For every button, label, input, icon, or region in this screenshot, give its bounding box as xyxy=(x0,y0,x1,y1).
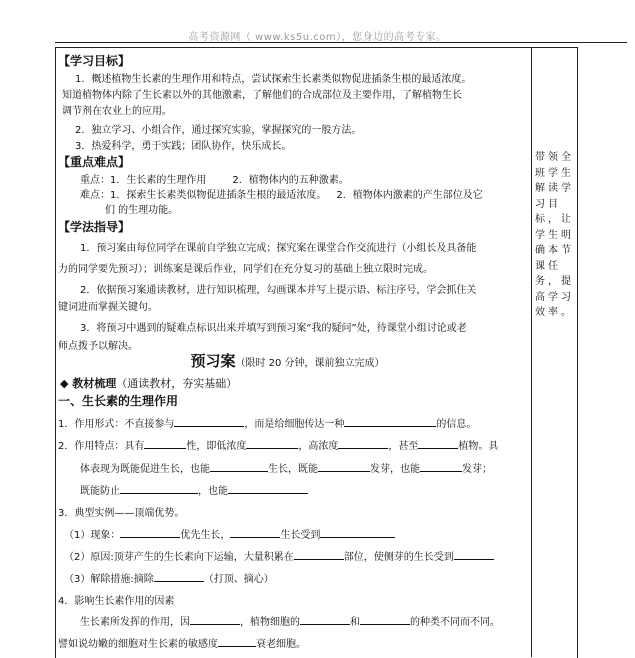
q-text: 生长受到 xyxy=(280,530,321,541)
q-text: 优先生长， xyxy=(180,530,231,541)
q-text: 2．作用特点：具有 xyxy=(58,441,145,452)
method-line: 师点拨予以解决。 xyxy=(58,341,138,352)
answer-blank[interactable] xyxy=(300,613,350,625)
q-text: 发芽，也能 xyxy=(370,464,420,475)
q-text: 部位，使侧芽的生长受到 xyxy=(343,552,454,563)
goal-line: 调节剂在农业上的应用。 xyxy=(62,106,172,117)
q-text: 譬如说幼嫩的细胞对生长素的敏感度 xyxy=(58,639,218,650)
q-text: 1．作用形式：不直接参与 xyxy=(58,419,175,430)
header-rule xyxy=(55,42,627,43)
answer-blank[interactable] xyxy=(210,460,268,472)
keypoints-title: 【重点难点】 xyxy=(58,155,131,169)
focus-item: 1．生长素的生理作用 xyxy=(110,175,207,186)
answer-blank[interactable] xyxy=(144,437,186,449)
answer-blank[interactable] xyxy=(344,415,436,427)
q-text: （1）现象： xyxy=(64,530,121,541)
section-label: ◆ 教材梳理 xyxy=(60,377,117,390)
difficulty-line xyxy=(80,186,550,201)
q-text: （3）解除措施:摘除 xyxy=(64,574,154,585)
textbook-section xyxy=(60,375,530,391)
question-4-a xyxy=(80,613,550,628)
answer-blank[interactable] xyxy=(190,613,240,625)
teacher-side-note: 带领全班学生解读学习目标，让学生明确本节课任务，提高学习效率。 xyxy=(535,152,574,318)
q-text: 的种类不同而不同。 xyxy=(410,617,500,628)
difficulty-line-cont: 们 的生理功能。 xyxy=(105,205,179,216)
q-text: 既能防止 xyxy=(80,486,120,497)
answer-blank[interactable] xyxy=(218,635,256,647)
answer-blank[interactable] xyxy=(174,415,244,427)
section-heading: 一、生长素的生理作用 xyxy=(58,394,179,408)
answer-blank[interactable] xyxy=(246,437,298,449)
q-text: （2）原因:顶芽产生的生长素向下运输，大量积累在 xyxy=(64,552,294,563)
focus-label: 重点： xyxy=(80,175,110,186)
method-title: 【学法指导】 xyxy=(58,220,131,234)
q-text: （打顶、摘心） xyxy=(203,574,274,585)
difficulty-item: 2．植物体内激素的产生部位及它 xyxy=(336,190,483,201)
q-text: ，而是给细胞传达一种 xyxy=(244,419,345,430)
q-text: ，也能 xyxy=(198,486,228,497)
q-text: 体表现为既能促进生长，也能 xyxy=(80,464,210,475)
site-header: 高考资源网（ www.ks5u.com），您身边的高考专家。 xyxy=(188,32,447,43)
answer-blank[interactable] xyxy=(294,548,344,560)
answer-blank[interactable] xyxy=(418,437,458,449)
answer-blank[interactable] xyxy=(120,482,198,494)
goal-line: 1．概述植物生长素的生理作用和特点，尝试探索生长素类似物促进插条生根的最适浓度。 xyxy=(75,74,472,85)
answer-blank[interactable] xyxy=(318,460,370,472)
answer-blank[interactable] xyxy=(420,460,462,472)
question-2-cont2 xyxy=(80,482,550,497)
answer-blank[interactable] xyxy=(154,570,204,582)
q-text: 的信息。 xyxy=(436,419,477,430)
answer-blank[interactable] xyxy=(338,437,388,449)
goal-line: 3．热爱科学，勇于实践；团队协作，快乐成长。 xyxy=(75,141,292,152)
q-text: 生长，既能 xyxy=(268,464,318,475)
q-text: ，甚至 xyxy=(388,441,419,452)
q-text: 发芽； xyxy=(462,464,492,475)
preview-subtitle: （限时 20 分钟，课前独立完成） xyxy=(235,358,385,369)
method-line: 2．依据预习案通读教材，进行知识梳理，勾画课本并写上提示语、标注序号，学会抓住关 xyxy=(80,285,477,296)
answer-blank[interactable] xyxy=(454,548,494,560)
q-text: 性，即低浓度 xyxy=(186,441,247,452)
question-1 xyxy=(58,415,528,430)
answer-blank[interactable] xyxy=(120,526,180,538)
question-4: 4．影响生长素作用的因素 xyxy=(58,596,175,607)
answer-blank[interactable] xyxy=(360,613,410,625)
method-line: 1．预习案由每位同学在课前自学独立完成；探究案在课堂合作交流进行（小组长及具备能 xyxy=(80,243,477,254)
answer-blank[interactable] xyxy=(320,526,395,538)
question-2 xyxy=(58,437,528,452)
focus-item: 2．植物体内的五种激素。 xyxy=(232,175,349,186)
q-text: 衰老细胞。 xyxy=(256,639,306,650)
preview-title-text: 预习案 xyxy=(190,352,236,370)
goals-title: 【学习目标】 xyxy=(58,54,131,68)
answer-blank[interactable] xyxy=(230,526,280,538)
preview-title xyxy=(0,350,575,371)
focus-line xyxy=(80,171,550,186)
section-hint: （通读教材，夯实基础） xyxy=(116,377,238,390)
method-line: 力的同学要先预习）；训练案是课后作业，同学们在充分复习的基础上独立限时完成。 xyxy=(58,264,433,275)
q-text: ，高浓度 xyxy=(298,441,339,452)
q-text: ，植物细胞的 xyxy=(240,617,300,628)
goal-line: 知道植物体内除了生长素以外的其他激素，了解他们的合成部位及主要作用，了解植物生长 xyxy=(62,90,462,101)
goal-line: 2．独立学习、小组合作，通过探究实验，掌握探究的一般方法。 xyxy=(75,125,362,136)
question-3-1 xyxy=(64,526,534,541)
question-3-2 xyxy=(64,548,534,563)
question-3: 3．典型实例——顶端优势。 xyxy=(58,508,185,519)
difficulty-label: 难点： xyxy=(80,190,110,201)
answer-blank[interactable] xyxy=(228,482,308,494)
method-line: 键词进而掌握关键句。 xyxy=(58,302,158,313)
q-text: 和 xyxy=(350,617,360,628)
question-2-cont xyxy=(80,460,550,475)
question-3-3 xyxy=(64,570,534,585)
question-4-b xyxy=(58,635,528,650)
difficulty-item: 1．探索生长素类似物促进插条生根的最适浓度。 xyxy=(110,190,327,201)
method-line: 3．将预习中遇到的疑难点标识出来并填写到预习案“我的疑问”处，待课堂小组讨论或老 xyxy=(80,323,467,334)
q-text: 生长素所发挥的作用，因 xyxy=(80,617,190,628)
q-text: 植物。具 xyxy=(458,441,499,452)
